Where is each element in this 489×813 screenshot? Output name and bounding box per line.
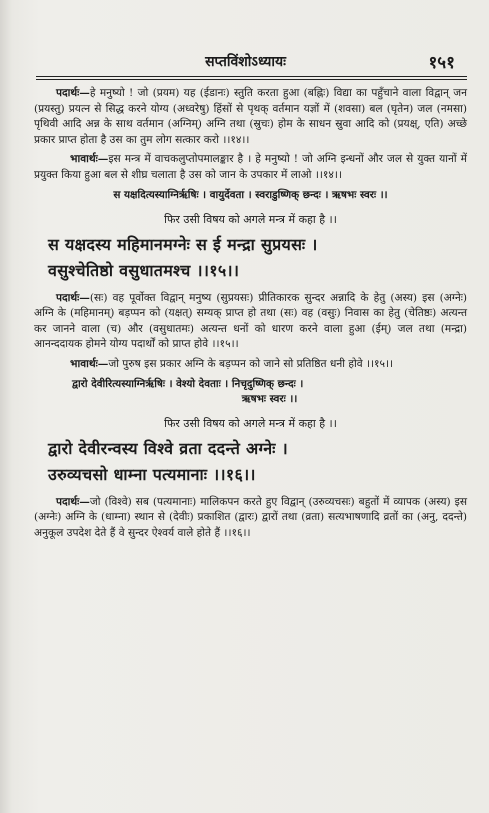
padarth-text: (सः) वह पूर्वोक्त विद्वान् मनुष्य (सुप्रयसः) प्रीतिकारक सुन्दर अन्नादि के हेतु (अस्य) इस (अग्नेः) अग्नि के (महिमानम्) बड़प्पन को (यक्षत्) सम्यक् प्राप्त हो तथा (सः) वह (वसुः) निवास का हेतु (चेतिष्ठः) अत्यन्त कर जानने वाला (च) और (वसुधातमः) अत्यन्त धनों को धारण करने वाला हुआ (ईम्) जल तथा (मन्द्रा) आनन्ददायक होमने योग्य पदार्थों को प्राप्त होवे ।।१५।। xyxy=(34,291,467,351)
bhavarth-label: भावार्थः— xyxy=(70,153,109,166)
section-intro-15: फिर उसी विषय को अगले मन्त्र में कहा है ।। xyxy=(164,212,337,226)
bhavarth-paragraph-14 xyxy=(34,152,467,183)
padarth-paragraph-15 xyxy=(34,291,467,353)
page-content xyxy=(34,86,467,545)
chapter-title: सप्तविंशोऽध्यायः xyxy=(205,54,286,70)
meta-line: द्वारो देवीरित्यस्याग्निर्ऋषिः । वेश्यो देवताः । निचृदुष्णिक् छन्दः । xyxy=(72,377,304,390)
mantra-meta-15: स यक्षदित्यस्याग्निर्ऋषिः । वायुर्देवता । स्वराडुष्णिक् छन्दः । ऋषभः स्वरः ।। xyxy=(113,188,388,201)
mantra-line: वसुश्चेतिष्ठो वसुधातमश्च ।।१५।। xyxy=(48,260,240,280)
mantra-line: द्वारो देवीरन्वस्य विश्वे व्रता ददन्ते अग्नेः । xyxy=(48,438,288,458)
header-rule xyxy=(36,76,467,80)
padarth-text: हे मनुष्यो ! जो (प्रयम) यह (ईडानः) स्तुति करता हुआ (बह्निः) विद्या का पहुँचाने वाला विद्वान् जन (प्रयस्तु) प्रयत्न से सिद्ध करने योग्य (अध्वरेषु) हिंसों से पृथक् वर्तमान यज्ञों में (शवसा) बल (घृतेन) जल (नमसा) पृथिवी आदि अन्न के साथ वर्तमान (अग्निम्) अग्नि तथा (स्रुचः) होम के साधन स्रुवा आदि को (प्रयक्ष्, एति) अच्छे प्रकार प्राप्त होता है उस का तुम लोग सत्कार करो ।।१४।। xyxy=(34,87,467,146)
padarth-paragraph-16 xyxy=(34,495,467,542)
padarth-label: पदार्थः— xyxy=(56,87,90,99)
section-intro-16: फिर उसी विषय को अगले मन्त्र में कहा है ।। xyxy=(164,416,337,430)
padarth-label: पदार्थः— xyxy=(56,291,90,304)
padarth-label: पदार्थः— xyxy=(56,495,90,508)
mantra-line: स यक्षदस्य महिमानमग्नेः स ई मन्द्रा सुप्रयसः । xyxy=(48,234,318,254)
mantra-line: उरुव्यचसो धाम्ना पत्यमानाः ।।१६।। xyxy=(48,464,256,484)
bhavarth-text: इस मन्त्र में वाचकलुप्तोपमालङ्कार है । हे मनुष्यो ! जो अग्नि इन्धनों और जल से युक्त यानों में प्रयुक्त किया हुआ बल से शीघ्र चलाता है उस को जान के उपकार में लाओ ।।१४।। xyxy=(34,153,467,181)
padarth-text: जो (विश्वे) सब (पत्यमानाः) मालिकपन करते हुए विद्वान् (उरुव्यचसः) बहुतों में व्यापक (अस्य) इस (अग्नेः) अग्नि के (धाम्ना) स्थान से (देवीः) प्रकाशित (द्वारः) द्वारों तथा (व्रता) सत्यभाषणादि व्रतों का (अनु, ददन्ते) अनुकूल उपदेश देते हैं वे सुन्दर ऐश्वर्य वाले होते हैं ।।१६।। xyxy=(34,495,467,539)
mantra-meta-16 xyxy=(72,377,467,407)
bhavarth-paragraph-15 xyxy=(34,357,467,373)
bhavarth-text: जो पुरुष इस प्रकार अग्नि के बड़प्पन को जाने सो प्रतिष्ठित धनी होवे ।।१५।। xyxy=(108,357,394,370)
page-number: १५१ xyxy=(428,53,455,73)
page-header xyxy=(30,52,461,74)
padarth-paragraph-14 xyxy=(34,86,467,148)
meta-line: ऋषभः स्वरः ।। xyxy=(241,392,298,405)
bhavarth-label: भावार्थः— xyxy=(70,357,109,370)
